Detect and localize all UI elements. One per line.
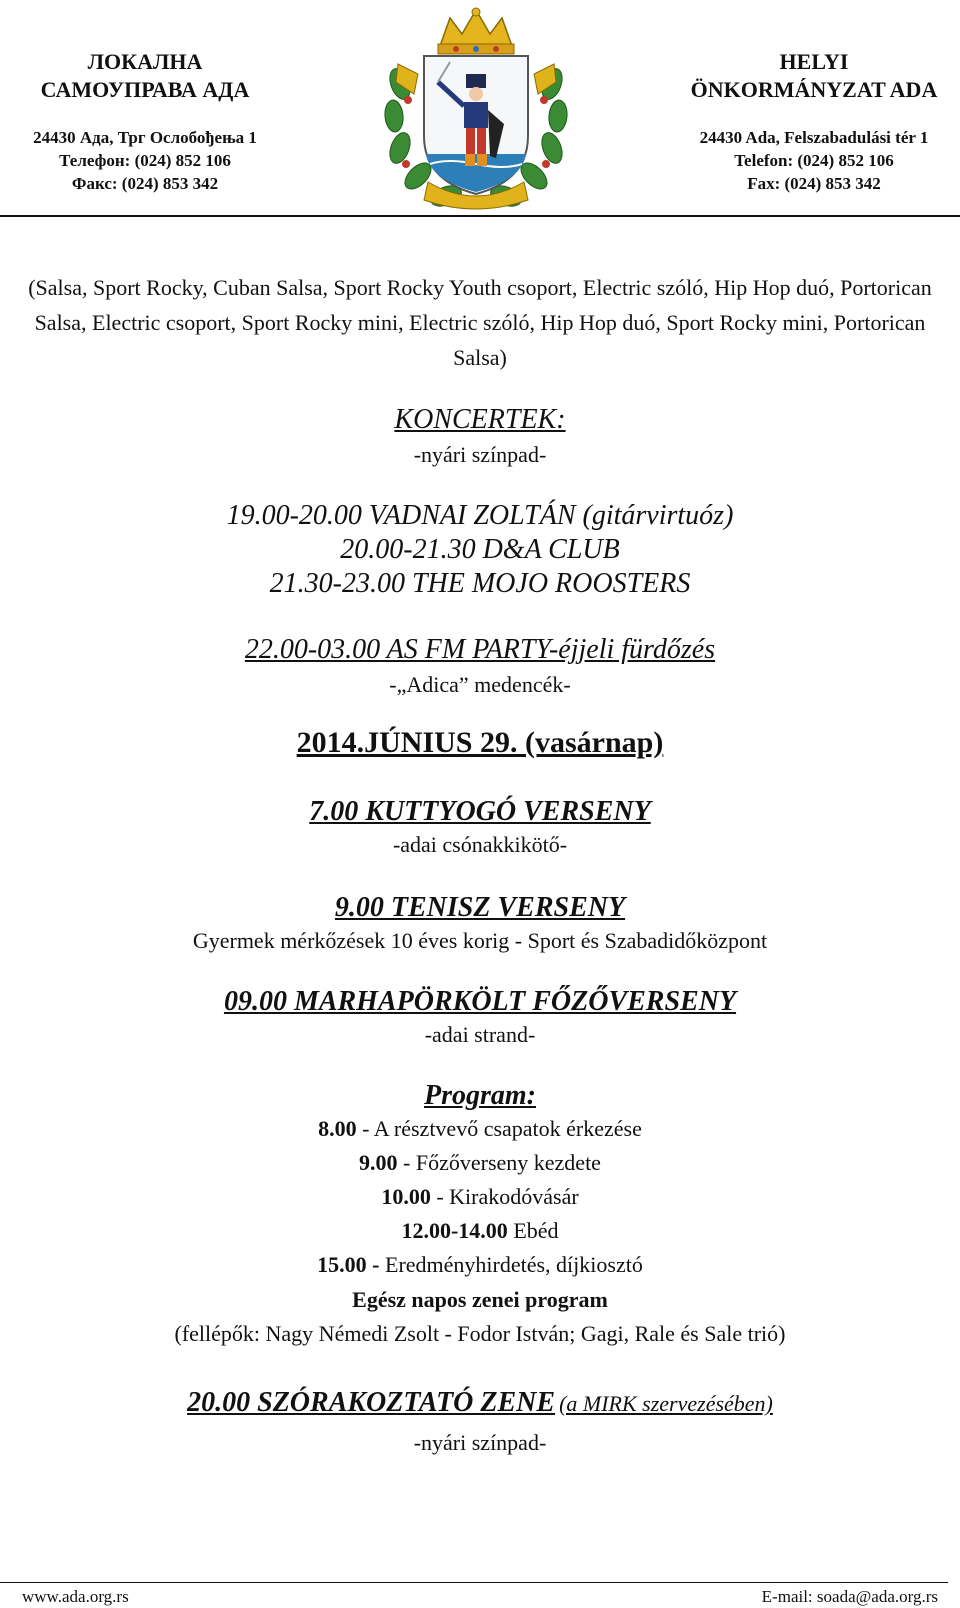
program-time: 8.00 (318, 1116, 357, 1141)
concerts-venue: -nyári színpad- (413, 442, 547, 467)
address-cyrillic: 24430 Ада, Трг Ослобођења 1 (33, 128, 257, 147)
evening-venue: -nyári színpad- (413, 1430, 547, 1455)
fax-hungarian: Fax: (024) 853 342 (747, 174, 881, 193)
performers: (fellépők: Nagy Némedi Zsolt - Fodor István; Gagi, Rale és Sale trió) (174, 1321, 786, 1346)
event-title: 7.00 KUTTYOGÓ VERSENY (309, 796, 651, 827)
program-time: 12.00-14.00 (401, 1218, 508, 1243)
party-venue: -„Adica” medencék- (389, 672, 571, 697)
org-name-cyrillic-line1: ЛОКАЛНА (87, 49, 203, 74)
phone-hungarian: Telefon: (024) 852 106 (734, 151, 894, 170)
program-row (0, 1252, 960, 1278)
program-heading: Program: (424, 1080, 536, 1111)
address-hungarian: 24430 Ada, Felszabadulási tér 1 (699, 128, 929, 147)
footer-divider (0, 1582, 948, 1583)
event-subtitle: Gyermek mérkőzések 10 éves korig - Sport és Szabadidőközpont (192, 928, 768, 953)
event-title: 9.00 TENISZ VERSENY (334, 892, 626, 923)
header-divider (0, 215, 960, 217)
concert-item: 20.00-21.30 D&A CLUB (340, 534, 620, 565)
header-right (668, 48, 960, 195)
program-text: - Főzőverseny kezdete (397, 1150, 601, 1175)
header-left (0, 48, 290, 195)
event-title: 09.00 MARHAPÖRKÖLT FŐZŐVERSENY (223, 986, 737, 1017)
program-text: - A résztvevő csapatok érkezése (356, 1116, 642, 1141)
program-text: Eredményhirdetés, díjkiosztó (379, 1252, 643, 1277)
party-title: 22.00-03.00 AS FM PARTY-éjjeli fürdőzés (244, 634, 716, 665)
concert-item: 21.30-23.00 THE MOJO ROOSTERS (269, 568, 691, 599)
program-time: 9.00 (359, 1150, 398, 1175)
org-name-cyrillic-line2: САМОУПРАВА АДА (40, 77, 250, 102)
fax-cyrillic: Факс: (024) 853 342 (71, 174, 219, 193)
org-name-hungarian-line1: HELYI (779, 49, 849, 74)
program-row (0, 1116, 960, 1142)
concerts-heading: KONCERTEK: (394, 404, 566, 435)
evening-organizer: (a MIRK szervezésében) (559, 1391, 773, 1416)
event-subtitle: -adai strand- (424, 1022, 536, 1047)
footer-email[interactable]: E-mail: soada@ada.org.rs (761, 1587, 938, 1606)
org-name-hungarian-line2: ÖNKORMÁNYZAT ADA (690, 77, 938, 102)
intro-paragraph: (Salsa, Sport Rocky, Cuban Salsa, Sport Rocky Youth csoport, Electric szóló, Hip Hop duó, Portorican Salsa, Electric csoport, Sport Rocky mini, Electric szóló, Hip Hop duó, Sport Rocky mini, Portorican Salsa) (28, 275, 932, 370)
program-time: 15.00 - (317, 1252, 380, 1277)
footer-website[interactable]: www.ada.org.rs (22, 1587, 129, 1606)
concert-item: 19.00-20.00 VADNAI ZOLTÁN (gitárvirtuóz) (226, 500, 734, 531)
program-row (0, 1184, 960, 1210)
phone-cyrillic: Телефон: (024) 852 106 (59, 151, 231, 170)
program-row (0, 1150, 960, 1176)
program-text: Ebéd (507, 1218, 559, 1243)
program-time: 10.00 (381, 1184, 431, 1209)
coat-of-arms-icon (378, 4, 574, 214)
music-program: Egész napos zenei program (352, 1287, 608, 1312)
event-subtitle: -adai csónakkikötő- (392, 832, 568, 857)
program-text: - Kirakodóvásár (430, 1184, 579, 1209)
evening-title-line (0, 1387, 960, 1419)
day-title: 2014.JÚNIUS 29. (vasárnap) (296, 726, 664, 759)
program-row (0, 1218, 960, 1244)
evening-title: 20.00 SZÓRAKOZTATÓ ZENE (187, 1387, 556, 1418)
